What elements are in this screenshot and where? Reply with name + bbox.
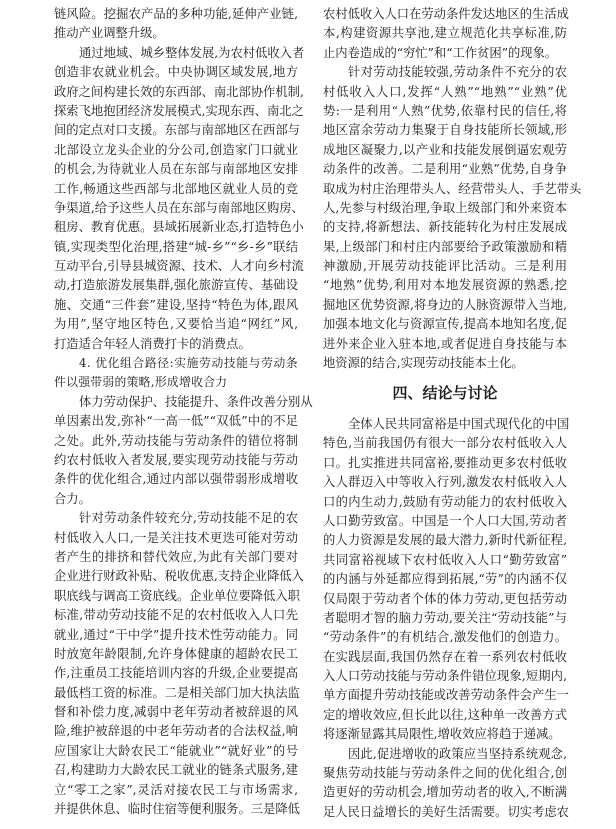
text-line: 共同富裕视域下农村低收入人口“勤劳致富” bbox=[323, 552, 567, 567]
text-line: 争渠道,给予这些人员在东部与南部地区购房、 bbox=[54, 200, 304, 215]
text-line: 果,上级部门和村庄内部要给予政策激励和精 bbox=[323, 239, 567, 254]
text-line: 口。扎实推进共同富裕,要推动更多农村低收 bbox=[323, 455, 567, 470]
text-line: 地区富余劳动力集聚于自身技能所长领域,形 bbox=[323, 123, 567, 138]
text-line: 就业,通过“干中学”提升技术性劳动能力。同 bbox=[54, 627, 298, 642]
paragraph bbox=[54, 44, 305, 354]
text-line: 者聪明才智的脑力劳动,要关注“劳动技能”与 bbox=[323, 610, 567, 625]
text-line: 之处。此外,劳动技能与劳动条件的错位将制 bbox=[54, 433, 298, 448]
text-line: 的内涵与外延都应得到拓展,“劳”的内涵不仅 bbox=[323, 572, 567, 587]
text-line: 险,维护被辞退的中老年劳动者的合法权益,响 bbox=[54, 724, 298, 739]
text-line: 仅局限于劳动者个体的体力劳动,更包括劳动 bbox=[323, 591, 567, 606]
text-line: 的支持,将新想法、新技能转化为村庄发展成 bbox=[323, 220, 567, 235]
text-line: 互动平台,引导县城资源、技术、人才向乡村流 bbox=[54, 259, 304, 274]
text-line: 最低档工资的标准。二是相关部门加大执法监 bbox=[54, 685, 300, 700]
text-line: 本,构建资源共享池,建立规范化共享标准,防 bbox=[323, 26, 567, 41]
subsection-heading bbox=[54, 354, 298, 393]
paragraph bbox=[54, 5, 298, 44]
text-line: 单因素出发,弥补“一高一低”“双低”中的不足 bbox=[54, 414, 298, 429]
text-line: 的机会,为待就业人员在东部与南部地区安排 bbox=[54, 162, 298, 177]
text-line: 的人力资源是发展的最大潜力,新时代新征程, bbox=[323, 533, 567, 548]
text-line: 督和补偿力度,减弱中老年劳动者被辞退的风 bbox=[54, 705, 298, 720]
right-column bbox=[323, 5, 582, 822]
section-heading: 四、结论与讨论 bbox=[392, 384, 498, 403]
text-line: 特色,当前我国仍有很大一部分农村低收入人 bbox=[323, 436, 567, 451]
text-line: “地熟”优势,利用对本地发展资源的熟悉,挖 bbox=[323, 278, 567, 293]
text-line: 入人口劳动技能与劳动条件错位现象,短期内, bbox=[323, 669, 567, 684]
text-line: 神激励,开展劳动技能评比活动。三是利用 bbox=[323, 259, 567, 274]
paragraph bbox=[323, 63, 582, 373]
text-line: 人口勤劳致富。中国是一个人口大国,劳动者 bbox=[323, 513, 567, 528]
text-line: “劳动条件”的有机结合,激发他们的创造力。 bbox=[323, 630, 567, 645]
text-line: 条件的优化组合,通过内部以强带弱形成增收 bbox=[54, 472, 298, 487]
text-line: 镇,实现类型化治理,搭建“城-乡”“乡-乡”联结 bbox=[54, 239, 298, 254]
text-line: 全体人民共同富裕是中国式现代化的中国 bbox=[348, 417, 570, 432]
text-line: 施、交通“三件套”建设,坚持“特色为体,跟风 bbox=[54, 297, 298, 312]
text-line: 针对劳动条件较充分,劳动技能不足的农 bbox=[79, 511, 298, 526]
text-line: 者产生的排挤和替代效应,为此有关部门要对 bbox=[54, 549, 298, 564]
text-line: 合力。 bbox=[54, 491, 91, 506]
text-line: 聚焦劳动技能与劳动条件之间的优化组合,创 bbox=[323, 766, 567, 781]
text-line: 标准,带动劳动技能不足的农村低收入人口先 bbox=[54, 608, 298, 623]
text-line: 北部设立龙头企业的分公司,创造家门口就业 bbox=[54, 142, 298, 157]
text-line: 间的定点对口支援。东部与南部地区在西部与 bbox=[54, 123, 300, 138]
paragraph bbox=[54, 393, 313, 509]
text-line: 应国家让大龄农民工“能就业”“就好业”的号 bbox=[54, 743, 298, 758]
text-line: 并提供休息、临时住宿等便利服务。三是降低 bbox=[54, 802, 300, 817]
text-line: 企业进行财政补贴、税收优惠,支持企业降低入 bbox=[54, 569, 304, 584]
text-line: 在实践层面,我国仍然存在着一系列农村低收 bbox=[323, 649, 567, 664]
text-line: 召,构建助力大龄农民工就业的链条式服务,建 bbox=[54, 763, 298, 778]
text-line: 作,注重员工技能培训内容的升级,企业要提高 bbox=[54, 666, 298, 681]
text-line: 推动产业调整升级。 bbox=[54, 26, 165, 41]
text-line: 租房、教育优惠。县域拓展新业态,打造特色小 bbox=[54, 220, 304, 235]
text-line: 动条件的改善。二是利用“业熟”优势,自身争 bbox=[323, 162, 567, 177]
text-line: 成地区凝聚力,以产业和技能发展倒逼宏观劳 bbox=[323, 142, 567, 157]
text-line: 4. 优化组合路径:实施劳动技能与劳动条 bbox=[79, 356, 298, 371]
text-line: 体力劳动保护、技能提升、条件改善分别从 bbox=[79, 394, 313, 409]
text-line: 工作,畅通这些西部与北部地区就业人员的竞 bbox=[54, 181, 298, 196]
text-line: 政府之间构建长效的东西部、南北部协作机制, bbox=[54, 84, 304, 99]
text-line: 加强本地文化与资源宣传,提高本地知名度,促 bbox=[323, 317, 567, 332]
paragraph bbox=[323, 745, 567, 823]
paragraph bbox=[54, 509, 304, 819]
text-line: 时放宽年龄限制,允许身体健康的超龄农民工 bbox=[54, 646, 298, 661]
text-line: 单方面提升劳动技能或改善劳动条件会产生一 bbox=[323, 688, 569, 703]
left-column bbox=[54, 5, 313, 819]
text-line: 件以强带弱的策略,形成增收合力 bbox=[54, 375, 228, 390]
text-line: 止内卷造成的“穷忙”和“工作贫困”的现象。 bbox=[323, 45, 558, 60]
text-line: 探索飞地抱团经济发展模式,实现东西、南北之 bbox=[54, 103, 304, 118]
text-line: 人,先参与村级治理,争取上级部门和外来资本 bbox=[323, 200, 567, 215]
text-line: 进外来企业入驻本地,或者促进自身技能与本 bbox=[323, 336, 567, 351]
text-line: 村低收入人口,发挥“人熟”“地熟”“业熟”优 bbox=[323, 84, 567, 99]
text-line: 口的内生动力,鼓励有劳动能力的农村低收入 bbox=[323, 494, 567, 509]
text-line: 取成为村庄治理带头人、经营带头人、手艺带头 bbox=[323, 181, 582, 196]
text-line: 为用”,坚守地区特色,又要恰当追“网红”风, bbox=[54, 317, 298, 332]
text-line: 创造非农就业机会。中央协调区域发展,地方 bbox=[54, 65, 298, 80]
text-line: 打造适合年轻人消费打卡的消费点。 bbox=[54, 336, 251, 351]
text-line: 足人民日益增长的美好生活需要。切实考虑农 bbox=[323, 804, 569, 819]
text-line: 动,打造旅游发展集群,强化旅游宣传、基础设 bbox=[54, 278, 298, 293]
text-line: 针对劳动技能较强,劳动条件不充分的农 bbox=[348, 65, 567, 80]
text-line: 链风险。挖掘农产品的多种功能,延伸产业链, bbox=[54, 7, 298, 21]
paragraph bbox=[323, 5, 567, 63]
text-line: 因此,促进增收的政策应当坚持系统观念, bbox=[348, 746, 567, 761]
text-line: 势:一是利用“人熟”优势,依靠村民的信任,将 bbox=[323, 103, 567, 118]
text-line: 掘地区优势资源,将身边的人脉资源带入当地, bbox=[323, 297, 567, 312]
paragraph bbox=[323, 415, 570, 745]
text-line: 定的增收效应,但长此以往,这种单一改善方式 bbox=[323, 707, 567, 722]
text-line: 入人群迈入中等收入行列,激发农村低收入人 bbox=[323, 475, 567, 490]
text-line: 村低收入人口,一是关注技术更迭可能对劳动 bbox=[54, 530, 298, 545]
text-line: 将逐渐显露其局限性,增收效应将趋于递减。 bbox=[323, 727, 561, 742]
text-line: 立“零工之家”,灵活对接农民工与市场需求, bbox=[54, 782, 298, 797]
text-line: 约农村低收入者发展,要实现劳动技能与劳动 bbox=[54, 452, 298, 467]
text-line: 通过地域、城乡整体发展,为农村低收入者 bbox=[79, 45, 305, 60]
text-line: 造更好的劳动机会,增加劳动者的收入,不断满 bbox=[323, 785, 567, 800]
text-line: 地资源的结合,实现劳动技能本土化。 bbox=[323, 356, 524, 371]
text-line: 农村低收入人口在劳动条件发达地区的生活成 bbox=[323, 7, 569, 21]
text-line: 职底线与调高工资底线。企业单位要降低入职 bbox=[54, 588, 300, 603]
